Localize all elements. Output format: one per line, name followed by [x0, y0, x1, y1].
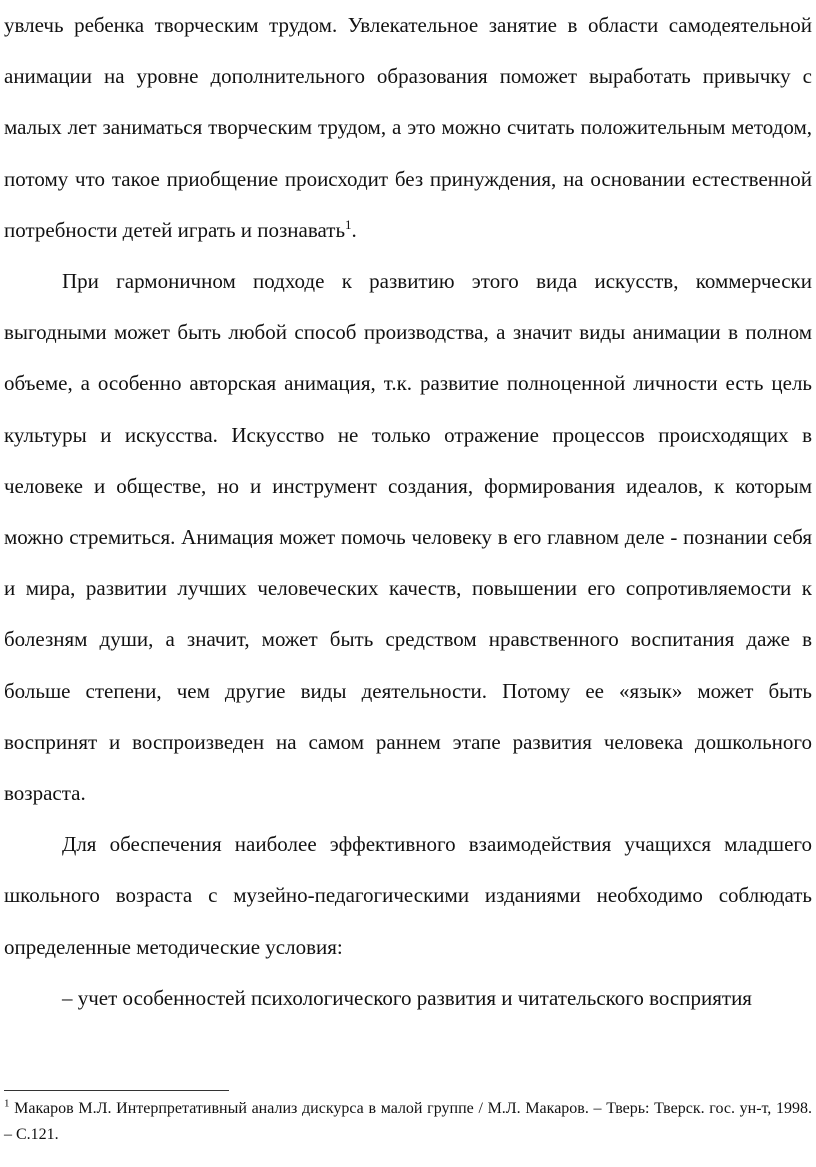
paragraph-3: Для обеспечения наиболее эффективного взаимодействия учащихся младшего школьного возраста с музейно-педагогическими изданиями необходимо соблюдать определенные методические условия: — [4, 832, 812, 959]
footnote-divider — [4, 1090, 229, 1091]
paragraph-4-list-item: – учет особенностей психологического развития и читательского восприятия — [62, 985, 752, 1010]
paragraph-1-tail: . — [351, 217, 357, 242]
footnote-marker: 1 — [4, 1097, 10, 1110]
paragraph-2: При гармоничном подходе к развитию этого вида искусств, коммерчески выгодными может быть любой способ производства, а значит виды анимации в полном объеме, а особенно авторская анимация, т.к. развитие полноценной личности есть цель культуры и искусства. Искусство не только отражение процессов происходящих в человеке и обществе, но и инструмент создания, формирования идеалов, к которым можно стремиться. Анимация может помочь человеку в его главном деле - познании себя и мира, развитии лучших человеческих качеств, повышении его сопротивляемости к болезням души, а значит, может быть средством нравственного воспитания даже в больше степени, чем другие виды деятельности. Потому ее «язык» может быть воспринят и воспроизведен на самом раннем этапе развития человека дошкольного возраста. — [4, 269, 812, 806]
footnote-text: Макаров М.Л. Интерпретативный анализ дискурса в малой группе / М.Л. Макаров. – Тверь: Тверск. гос. ун-т, 1998. – С.121. — [4, 1100, 812, 1143]
footnote-reference[interactable]: 1 — [345, 216, 352, 232]
body-text — [4, 0, 812, 1024]
paragraph-1 — [4, 0, 812, 256]
footnote — [4, 1096, 812, 1148]
paragraph-1-text: увлечь ребенка творческим трудом. Увлекательное занятие в области самодеятельной анимации на уровне дополнительного образования поможет выработать привычку с малых лет заниматься творческим трудом, а это можно считать положительным методом, потому что такое приобщение происходит без принуждения, на основании естественной потребности детей играть и познавать — [4, 13, 812, 242]
